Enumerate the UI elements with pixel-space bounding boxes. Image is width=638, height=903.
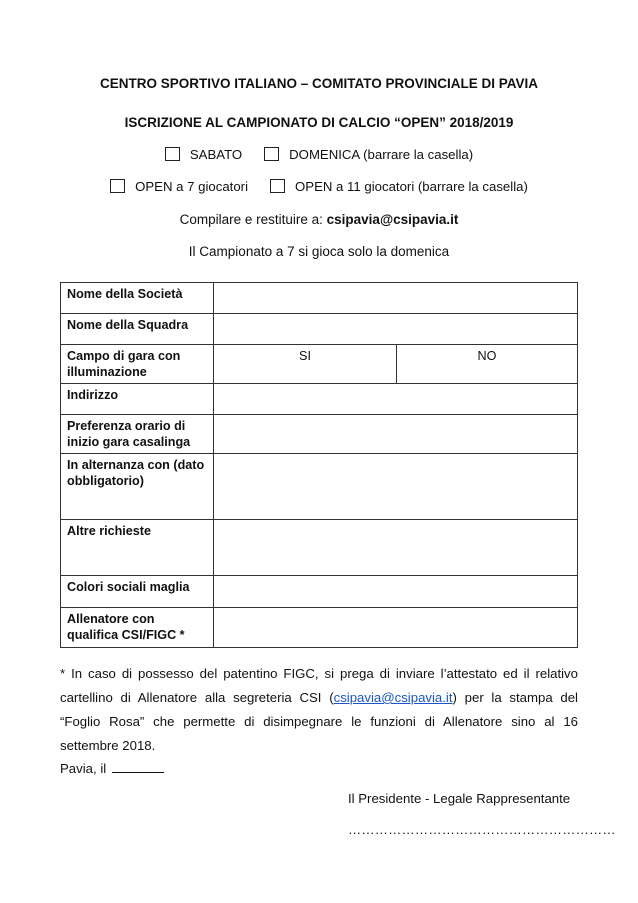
allenatore-label: Allenatore con qualifica CSI/FIGC * — [61, 608, 214, 648]
saturday-checkbox[interactable] — [165, 147, 180, 161]
table-row — [61, 314, 578, 345]
colori-field[interactable] — [214, 576, 578, 608]
colori-label: Colori sociali maglia — [61, 576, 214, 608]
table-row — [61, 576, 578, 608]
header-title: ISCRIZIONE AL CAMPIONATO DI CALCIO “OPEN” 2018/2019 — [124, 115, 514, 130]
altre-label: Altre richieste — [61, 520, 214, 576]
place-label: Pavia, il — [60, 761, 107, 776]
sunday-note: Il Campionato a 7 si gioca solo la domenica — [188, 244, 450, 259]
alternanza-field[interactable] — [214, 454, 578, 520]
table-row — [61, 520, 578, 576]
date-blank[interactable] — [112, 760, 164, 773]
table-row — [61, 454, 578, 520]
altre-field[interactable] — [214, 520, 578, 576]
table-row — [61, 384, 578, 415]
societa-field[interactable] — [214, 283, 578, 314]
footnote-part2: ) per la stampa del “Foglio Rosa” che permette di disimpegnare le funzioni di Allenatore sino al 16 settembre 2018. — [60, 690, 578, 753]
societa-label: Nome della Società — [61, 283, 214, 314]
saturday-label: SABATO — [189, 147, 243, 162]
place-date — [60, 760, 164, 776]
footnote-email-link[interactable]: csipavia@csipavia.it — [333, 690, 453, 705]
return-prefix: Compilare e restituire a: — [179, 212, 327, 227]
squadra-label: Nome della Squadra — [61, 314, 214, 345]
open11-label: OPEN a 11 giocatori (barrare la casella) — [295, 179, 528, 194]
indirizzo-field[interactable] — [214, 384, 578, 415]
return-instruction — [0, 212, 638, 227]
table-row — [61, 283, 578, 314]
squadra-field[interactable] — [214, 314, 578, 345]
header-organization: CENTRO SPORTIVO ITALIANO – COMITATO PROVINCIALE DI PAVIA — [99, 76, 539, 91]
table-row — [61, 345, 578, 384]
day-options — [0, 147, 638, 162]
signature-line[interactable]: …………………………………………………… — [348, 822, 616, 837]
sunday-checkbox[interactable] — [264, 147, 279, 161]
open7-checkbox[interactable] — [110, 179, 125, 193]
open7-label: OPEN a 7 giocatori — [135, 179, 249, 194]
preferenza-label: Preferenza orario di inizio gara casalinga — [61, 415, 214, 454]
format-options — [0, 179, 638, 194]
open11-checkbox[interactable] — [270, 179, 285, 193]
table-row — [61, 608, 578, 648]
footnote-part1: * In caso di possesso del patentino FIGC, si prega di inviare l’attestato ed il relativo cartellino di Allenatore alla segreteria CSI ( — [60, 666, 578, 705]
no-option[interactable]: NO — [397, 345, 578, 384]
president-title: Il Presidente - Legale Rappresentante — [348, 791, 571, 806]
campo-label: Campo di gara con illuminazione — [61, 345, 214, 384]
return-email[interactable]: csipavia@csipavia.it — [326, 212, 459, 227]
preferenza-field[interactable] — [214, 415, 578, 454]
alternanza-label: In alternanza con (dato obbligatorio) — [61, 454, 214, 520]
sunday-label: DOMENICA (barrare la casella) — [289, 147, 474, 162]
indirizzo-label: Indirizzo — [61, 384, 214, 415]
allenatore-field[interactable] — [214, 608, 578, 648]
registration-table — [60, 282, 578, 648]
table-row — [61, 415, 578, 454]
si-option[interactable]: SI — [214, 345, 397, 384]
footnote — [60, 662, 578, 758]
